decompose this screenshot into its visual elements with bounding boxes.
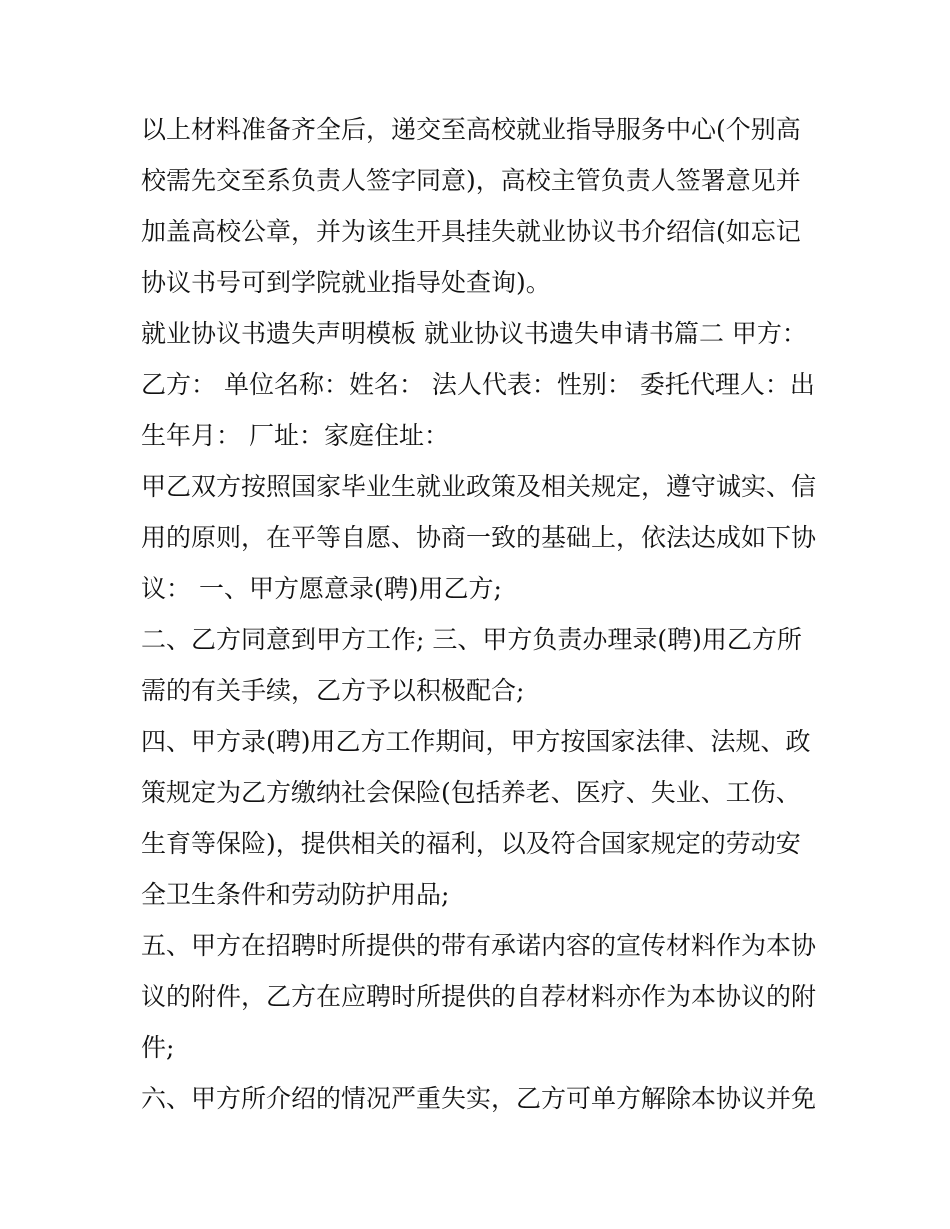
text-line: 议： 一、甲方愿意录(聘)用乙方;: [141, 574, 502, 603]
text-line: 二、乙方同意到甲方工作; 三、甲方负责办理录(聘)用乙方所: [141, 625, 802, 654]
text-line: 就业协议书遗失声明模板 就业协议书遗失申请书篇二 甲方：: [141, 319, 807, 348]
text-line: 乙方： 单位名称：姓名： 法人代表：性别： 委托代理人：出: [141, 370, 815, 399]
text-line: 协议书号可到学院就业指导处查询)。: [141, 268, 551, 297]
text-line: 四、甲方录(聘)用乙方工作期间，甲方按国家法律、法规、政: [141, 727, 811, 756]
text-line: 校需先交至系负责人签字同意)，高校主管负责人签署意见并: [141, 166, 801, 195]
text-line: 甲乙双方按照国家毕业生就业政策及相关规定，遵守诚实、信: [141, 472, 817, 501]
text-line: 用的原则，在平等自愿、协商一致的基础上，依法达成如下协: [141, 523, 817, 552]
text-line: 加盖高校公章，并为该生开具挂失就业协议书介绍信(如忘记: [141, 217, 801, 246]
text-line: 六、甲方所介绍的情况严重失实，乙方可单方解除本协议并免: [141, 1084, 817, 1113]
text-line: 策规定为乙方缴纳社会保险(包括养老、医疗、失业、工伤、: [141, 778, 801, 807]
text-line: 五、甲方在招聘时所提供的带有承诺内容的宣传材料作为本协: [141, 931, 817, 960]
text-line: 以上材料准备齐全后，递交至高校就业指导服务中心(个别高: [141, 115, 801, 144]
text-line: 生育等保险)，提供相关的福利，以及符合国家规定的劳动安: [141, 829, 801, 858]
text-line: 全卫生条件和劳动防护用品;: [141, 880, 450, 909]
text-line: 生年月： 厂址：家庭住址：: [141, 421, 449, 450]
text-line: 议的附件，乙方在应聘时所提供的自荐材料亦作为本协议的附: [141, 982, 817, 1011]
text-line: 需的有关手续，乙方予以积极配合;: [141, 676, 525, 705]
text-line: 件;: [141, 1033, 175, 1062]
